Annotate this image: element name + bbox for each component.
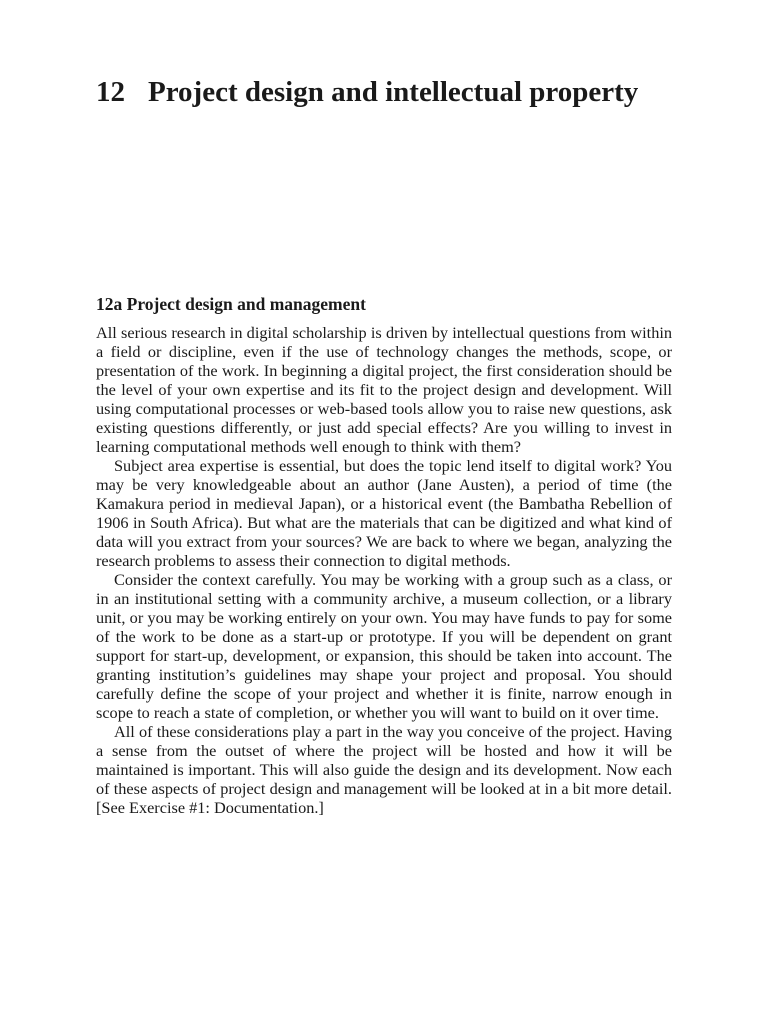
paragraph-4: All of these considerations play a part in the way you conceive of the project. Having a sense from the outset of where the project will be hosted and how it will be maintained is important. This will also guide the design and its development. Now each of these aspects of project design and management will be looked at in a bit more detail. [See Exercise #1: Documentation.] [96, 722, 672, 817]
section-heading: 12a Project design and management [96, 294, 366, 314]
paragraph-3: Consider the context carefully. You may be working with a group such as a class, or in an institutional setting with a community archive, a museum collection, or a library unit, or you may be working entirely on your own. You may have funds to pay for some of the work to be done as a start-up or prototype. If you will be dependent on grant support for start-up, development, or expansion, this should be taken into account. The granting institution’s guidelines may shape your project and proposal. You should carefully define the scope of your project and whether it is finite, narrow enough in scope to reach a state of completion, or whether you will want to build on it over time. [96, 570, 672, 722]
chapter-title: Project design and intellectual property [148, 76, 639, 108]
paragraph-1: All serious research in digital scholarship is driven by intellectual questions from within a field or discipline, even if the use of technology changes the methods, scope, or presentation of the work. In beginning a digital project, the first consideration should be the level of your own expertise and its fit to the project design and development. Will using computational processes or web-based tools allow you to raise new questions, ask existing questions differently, or just add special effects? Are you willing to invest in learning computational methods well enough to think with them? [96, 323, 672, 456]
paragraph-2: Subject area expertise is essential, but does the topic lend itself to digital work? You may be very knowledgeable about an author (Jane Austen), a period of time (the Kamakura period in medieval Japan), or a historical event (the Bambatha Rebellion of 1906 in South Africa). But what are the materials that can be digitized and what kind of data will you extract from your sources? We are back to where we began, analyzing the research problems to assess their connection to digital methods. [96, 456, 672, 570]
chapter-heading [96, 74, 656, 110]
chapter-number: 12 [96, 76, 125, 108]
body-text [96, 323, 672, 817]
